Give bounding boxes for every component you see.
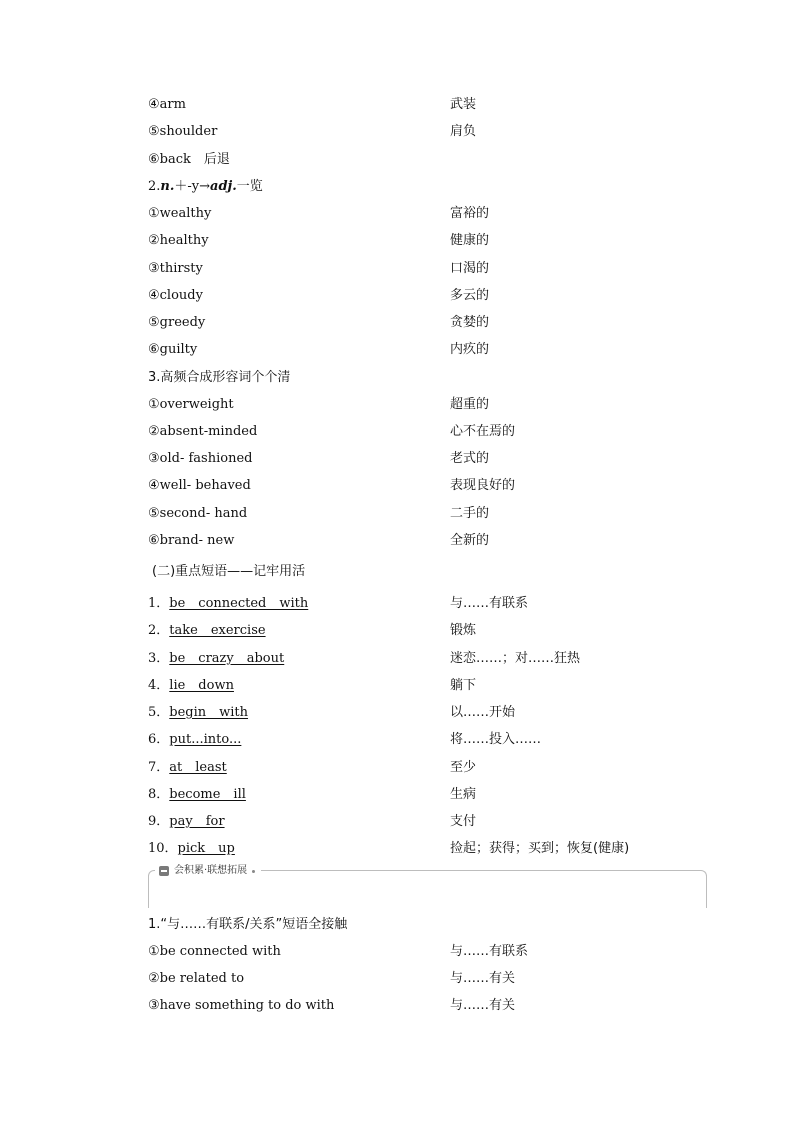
- list-item: [148, 285, 708, 307]
- phrase-number: 3．: [148, 651, 170, 666]
- meaning: 心不在焉的: [450, 424, 516, 439]
- list-item: [148, 968, 708, 990]
- heading-n: n.: [160, 179, 175, 194]
- phrase-row: [148, 811, 708, 833]
- meaning: 躺下: [450, 678, 477, 693]
- meaning: 全新的: [450, 533, 490, 548]
- meaning: 迷恋……；对……狂热: [450, 651, 581, 666]
- meaning: 口渴的: [450, 261, 490, 276]
- term: ③old- fashioned: [148, 451, 253, 466]
- meaning: 至少: [450, 760, 477, 775]
- meaning: 肩负: [450, 124, 477, 139]
- meaning: 健康的: [450, 233, 490, 248]
- heading-mid: ＋-y→: [174, 179, 211, 194]
- phrase-text: put...into...: [169, 732, 242, 747]
- term: ④cloudy: [148, 288, 203, 303]
- phrase-number: 7．: [148, 760, 170, 775]
- meaning: 支付: [450, 814, 477, 829]
- list-item: [148, 448, 708, 470]
- list-item: [148, 121, 708, 143]
- phrase: [148, 811, 225, 833]
- phrase: [148, 729, 241, 751]
- term: ④well- behaved: [148, 478, 251, 493]
- phrase-row: [148, 620, 708, 642]
- term: ②absent-minded: [148, 424, 258, 439]
- phrase-number: 10．: [148, 841, 178, 856]
- heading-suffix: 一览: [236, 179, 263, 194]
- meaning: 与……有关: [450, 998, 516, 1013]
- heading-prefix: 2.: [148, 179, 161, 194]
- phrase-text: at least: [169, 760, 227, 775]
- phrase-row: [148, 838, 708, 860]
- term: ⑤shoulder: [148, 124, 218, 139]
- phrase-text: pay for: [169, 814, 225, 829]
- phrase-row: [148, 729, 708, 751]
- meaning: 富裕的: [450, 206, 490, 221]
- term: ②healthy: [148, 233, 209, 248]
- phrase-text: take exercise: [169, 623, 266, 638]
- heading-text: 3.高频合成形容词个个清: [148, 370, 291, 385]
- list-item: [148, 475, 708, 497]
- term: ①wealthy: [148, 206, 212, 221]
- term: ⑤second- hand: [148, 506, 248, 521]
- meaning: 与……有联系: [450, 596, 529, 611]
- phrase: [148, 757, 227, 779]
- heading-text: 1.“与……有联系/关系”短语全接触: [148, 917, 348, 932]
- meaning: 与……有关: [450, 971, 516, 986]
- meaning: 以……开始: [450, 705, 516, 720]
- section-heading: [148, 914, 347, 936]
- phrase-number: 5．: [148, 705, 170, 720]
- dot-icon: [252, 870, 255, 873]
- list-item: [148, 230, 708, 252]
- term: ⑥back 后退: [148, 152, 230, 167]
- meaning: 将……投入……: [450, 732, 542, 747]
- meaning: 与……有联系: [450, 944, 529, 959]
- meaning: 内疚的: [450, 342, 490, 357]
- term: ①overweight: [148, 397, 234, 412]
- phrase-text: lie down: [169, 678, 234, 693]
- phrase: [148, 593, 308, 615]
- phrase: [148, 648, 284, 670]
- meaning: 捡起；获得；买到；恢复(健康): [450, 841, 630, 856]
- phrase-number: 6．: [148, 732, 170, 747]
- phrase-row: [148, 593, 708, 615]
- phrase-text: begin with: [169, 705, 249, 720]
- phrase: [148, 702, 248, 724]
- section-heading: [148, 176, 263, 198]
- note-icon: [159, 866, 169, 876]
- term: ⑥brand- new: [148, 533, 235, 548]
- phrase-number: 8．: [148, 787, 170, 802]
- phrase-number: 2．: [148, 623, 170, 638]
- meaning: 锻炼: [450, 623, 477, 638]
- term: ⑥guilty: [148, 342, 198, 357]
- list-item: [148, 995, 708, 1017]
- list-item: [148, 503, 708, 525]
- term: ③have something to do with: [148, 998, 335, 1013]
- phrase-text: become ill: [169, 787, 246, 802]
- term: ③thirsty: [148, 261, 203, 276]
- meaning: 老式的: [450, 451, 490, 466]
- phrase: [148, 838, 235, 860]
- phrase-text: be connected with: [169, 596, 309, 611]
- meaning: 二手的: [450, 506, 490, 521]
- heading-text: (二)重点短语——记牢用活: [152, 564, 306, 579]
- box-tab: [155, 863, 261, 879]
- box-label: 会积累·联想拓展: [174, 865, 248, 876]
- phrase: [148, 620, 266, 642]
- list-item: [148, 421, 708, 443]
- meaning: 多云的: [450, 288, 490, 303]
- heading-adj: adj.: [210, 179, 237, 194]
- phrase-row: [148, 784, 708, 806]
- meaning: 贪婪的: [450, 315, 490, 330]
- meaning: 生病: [450, 787, 477, 802]
- section-heading: [152, 561, 305, 583]
- expansion-box: [148, 865, 707, 908]
- list-item: [148, 94, 708, 116]
- phrase-row: [148, 675, 708, 697]
- term: ②be related to: [148, 971, 245, 986]
- list-item: [148, 530, 708, 552]
- list-item: [148, 258, 708, 280]
- list-item: [148, 149, 708, 171]
- phrase-text: pick up: [177, 841, 235, 856]
- list-item: [148, 339, 708, 361]
- phrase-text: be crazy about: [169, 651, 285, 666]
- phrase-number: 1．: [148, 596, 170, 611]
- phrase: [148, 784, 246, 806]
- meaning: 武装: [450, 97, 477, 112]
- phrase-row: [148, 757, 708, 779]
- term: ④arm: [148, 97, 186, 112]
- term: ①be connected with: [148, 944, 281, 959]
- term: ⑤greedy: [148, 315, 206, 330]
- list-item: [148, 312, 708, 334]
- phrase-row: [148, 702, 708, 724]
- section-heading: [148, 367, 290, 389]
- list-item: [148, 203, 708, 225]
- phrase-row: [148, 648, 708, 670]
- phrase-number: 9．: [148, 814, 170, 829]
- list-item: [148, 941, 708, 963]
- meaning: 超重的: [450, 397, 490, 412]
- phrase: [148, 675, 234, 697]
- meaning: 表现良好的: [450, 478, 516, 493]
- phrase-number: 4．: [148, 678, 170, 693]
- list-item: [148, 394, 708, 416]
